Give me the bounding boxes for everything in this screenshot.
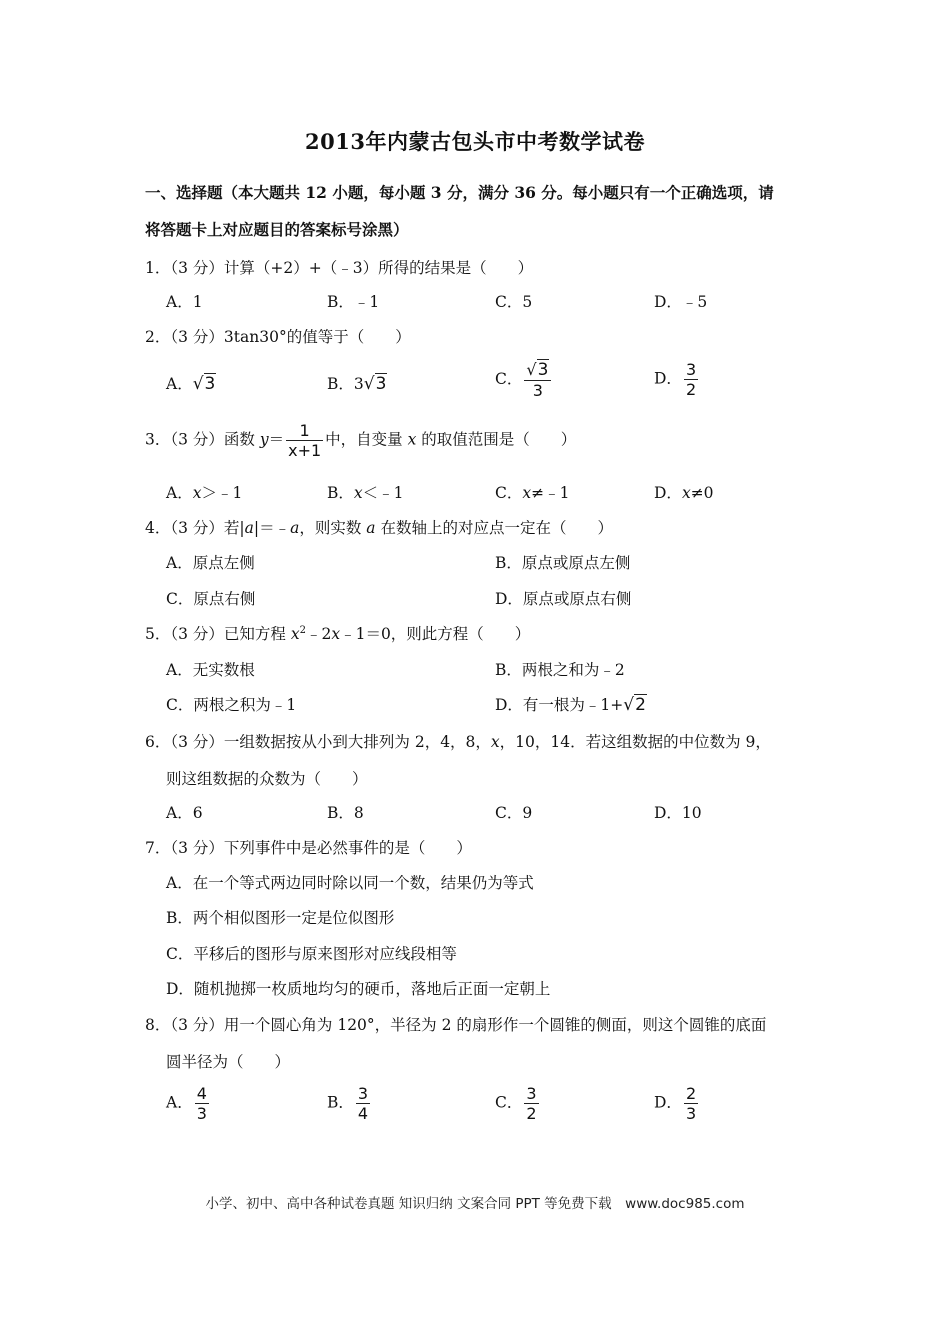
q4-option-d: D．原点或原点右侧 xyxy=(495,590,632,608)
q3-option-a: A．x＞﹣1 xyxy=(166,484,243,502)
q3-option-c: C．x≠﹣1 xyxy=(495,484,570,502)
q7-option-b: B．两个相似图形一定是位似图形 xyxy=(166,909,395,927)
q1-option-a: A．1 xyxy=(166,293,203,311)
q4-option-c: C．原点右侧 xyxy=(166,590,256,608)
exam-title: 2013年内蒙古包头市中考数学试卷 xyxy=(305,129,645,154)
question-3-stem: 3．（3 分）函数 y＝ $\frac{1}{x+1}$ 中，自变量 x 的取值范围是（ ） xyxy=(145,421,577,460)
q8-option-c: C． $\frac{3}{2}$ xyxy=(495,1084,537,1123)
fraction: $\frac{3}{4}$ xyxy=(357,1084,369,1123)
question-8-stem-line2: 圆半径为（ ） xyxy=(166,1053,291,1071)
q3-option-d: D．x≠0 xyxy=(654,484,714,502)
q5-option-a: A．无实数根 xyxy=(166,661,255,679)
q2-option-b: B．3√3 xyxy=(327,374,387,394)
q1-option-d: D．﹣5 xyxy=(654,293,708,311)
fraction: $\frac{√3}{3}$ xyxy=(524,360,551,400)
q1-option-c: C．5 xyxy=(495,293,533,311)
q5-option-b: B．两根之和为﹣2 xyxy=(495,661,625,679)
q5-option-d: D．有一根为﹣1+√2 xyxy=(495,695,646,715)
fraction: $\frac{4}{3}$ xyxy=(196,1084,207,1123)
q7-option-d: D．随机抛掷一枚质地均匀的硬币，落地后正面一定朝上 xyxy=(166,980,551,998)
question-2-stem: 2．（3 分）3tan30°的值等于（ ） xyxy=(145,328,411,346)
sqrt-symbol: √3 xyxy=(363,374,387,394)
fraction: $\frac{2}{3}$ xyxy=(685,1084,697,1123)
section-heading-line1: 一、选择题（本大题共 12 小题，每小题 3 分，满分 36 分。每小题只有一个正确选项，请 xyxy=(145,183,774,202)
q7-option-c: C．平移后的图形与原来图形对应线段相等 xyxy=(166,945,457,963)
sqrt-symbol: √2 xyxy=(623,695,646,715)
question-8-stem: 8．（3 分）用一个圆心角为 120°，半径为 2 的扇形作一个圆锥的侧面，则这个圆锥的底面 xyxy=(145,1016,767,1034)
sqrt-symbol: √3 xyxy=(192,374,216,394)
question-6-stem: 6．（3 分）一组数据按从小到大排列为 2，4，8，x，10，14．若这组数据的中位数为 9， xyxy=(145,733,771,751)
q6-option-a: A．6 xyxy=(166,804,203,822)
section-heading-line2: 将答题卡上对应题目的答案标号涂黑） xyxy=(145,220,409,239)
q2-option-d: D． $\frac{3}{2}$ xyxy=(654,360,697,399)
question-7-stem: 7．（3 分）下列事件中是必然事件的是（ ） xyxy=(145,839,472,857)
q4-option-b: B．原点或原点左侧 xyxy=(495,554,631,572)
fraction: $\frac{3}{2}$ xyxy=(526,1084,537,1123)
question-5-stem: 5．（3 分）已知方程 $x^2﹣2x﹣1=0$，则此方程（ ） xyxy=(145,624,531,643)
q8-option-a: A． $\frac{4}{3}$ xyxy=(166,1084,207,1123)
fraction: $\frac{3}{2}$ xyxy=(685,360,697,399)
q7-option-a: A．在一个等式两边同时除以同一个数，结果仍为等式 xyxy=(166,874,534,892)
q1-option-b: B．﹣1 xyxy=(327,293,380,311)
question-4-stem: 4．（3 分）若|a|＝﹣a，则实数 a 在数轴上的对应点一定在（ ） xyxy=(145,519,613,537)
q6-option-c: C．9 xyxy=(495,804,533,822)
q5-option-c: C．两根之积为﹣1 xyxy=(166,696,297,714)
q8-option-d: D． $\frac{2}{3}$ xyxy=(654,1084,697,1123)
question-6-stem-line2: 则这组数据的众数为（ ） xyxy=(166,770,368,788)
q2-option-a: A．√3 xyxy=(166,374,216,394)
fraction: $\frac{1}{x+1}$ xyxy=(288,421,322,460)
page-footer: 小学、初中、高中各种试卷真题 知识归纳 文案合同 PPT 等免费下载 www.doc985.com xyxy=(205,1196,745,1212)
q6-option-b: B．8 xyxy=(327,804,364,822)
q8-option-b: B． $\frac{3}{4}$ xyxy=(327,1084,369,1123)
q4-option-a: A．原点左侧 xyxy=(166,554,255,572)
question-1-stem: 1．（3 分）计算（+2）+（﹣3）所得的结果是（ ） xyxy=(145,259,534,277)
q6-option-d: D．10 xyxy=(654,804,702,822)
q2-option-c: C． $\frac{√3}{3}$ xyxy=(495,360,553,400)
q3-option-b: B．x＜﹣1 xyxy=(327,484,404,502)
